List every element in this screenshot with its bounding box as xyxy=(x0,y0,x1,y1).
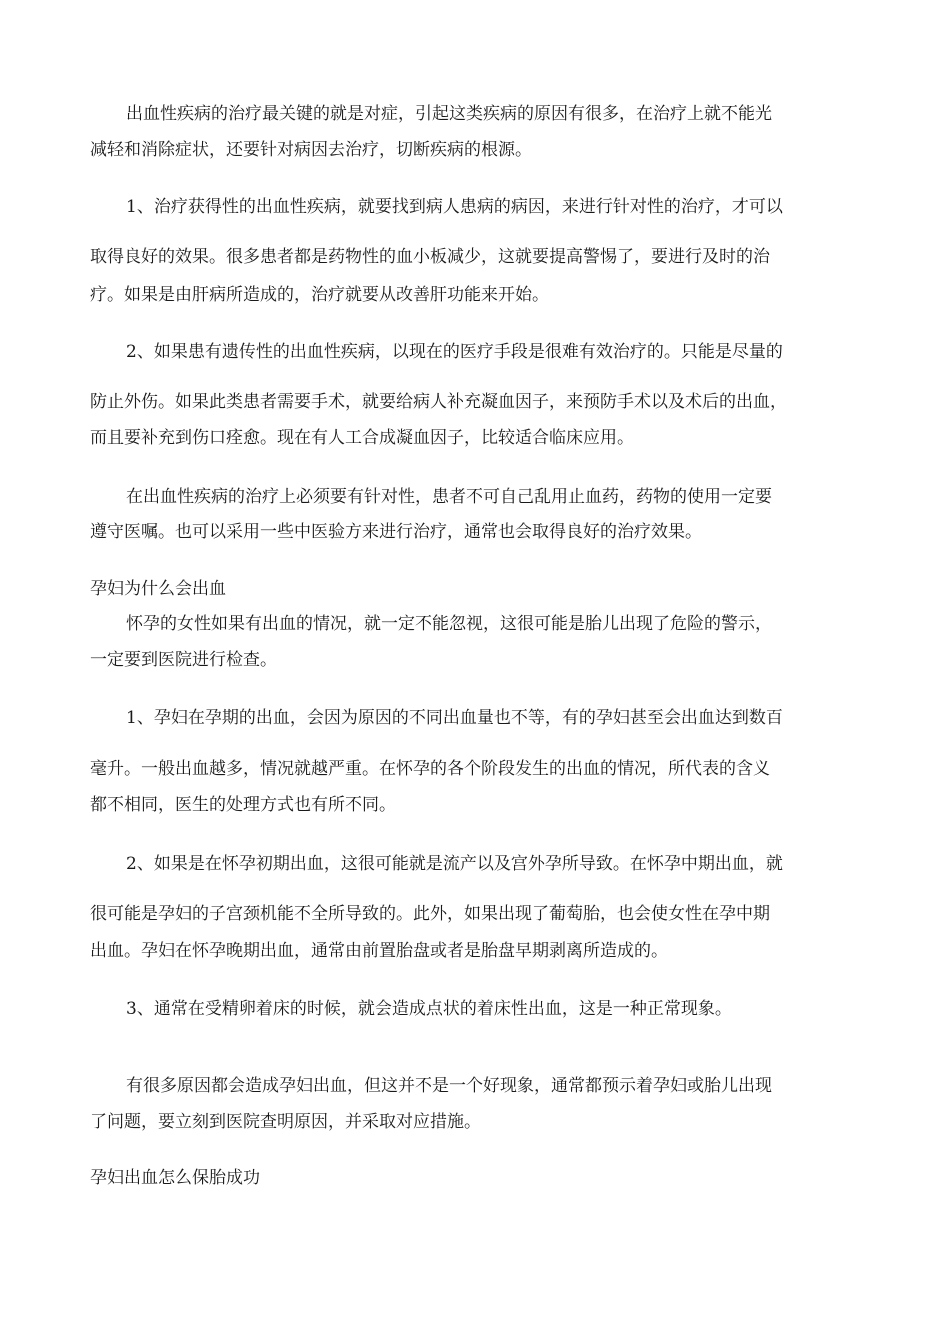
section-heading-keep-pregnancy: 孕妇出血怎么保胎成功 xyxy=(90,1168,260,1188)
paragraph-8-line-1: 3、通常在受精卵着床的时候，就会造成点状的着床性出血，这是一种正常现象。 xyxy=(126,999,732,1019)
paragraph-2-line-3: 疗。如果是由肝病所造成的，治疗就要从改善肝功能来开始。 xyxy=(90,285,549,305)
paragraph-6-line-2: 毫升。一般出血越多，情况就越严重。在怀孕的各个阶段发生的出血的情况，所代表的含义 xyxy=(90,759,770,779)
paragraph-4-line-1: 在出血性疾病的治疗上必须要有针对性，患者不可自己乱用止血药，药物的使用一定要 xyxy=(126,487,772,507)
section-heading-why-bleeding: 孕妇为什么会出血 xyxy=(90,579,226,599)
paragraph-6-line-3: 都不相同，医生的处理方式也有所不同。 xyxy=(90,795,396,815)
paragraph-1-line-2: 减轻和消除症状，还要针对病因去治疗，切断疾病的根源。 xyxy=(90,140,532,160)
paragraph-5-line-2: 一定要到医院进行检查。 xyxy=(90,650,277,670)
paragraph-7-line-1: 2、如果是在怀孕初期出血，这很可能就是流产以及宫外孕所导致。在怀孕中期出血，就 xyxy=(126,854,783,874)
paragraph-2-line-1: 1、治疗获得性的出血性疾病，就要找到病人患病的病因，来进行针对性的治疗，才可以 xyxy=(126,197,783,217)
paragraph-4-line-2: 遵守医嘱。也可以采用一些中医验方来进行治疗，通常也会取得良好的治疗效果。 xyxy=(90,522,702,542)
paragraph-6-line-1: 1、孕妇在孕期的出血，会因为原因的不同出血量也不等，有的孕妇甚至会出血达到数百 xyxy=(126,708,783,728)
paragraph-7-line-3: 出血。孕妇在怀孕晚期出血，通常由前置胎盘或者是胎盘早期剥离所造成的。 xyxy=(90,941,668,961)
paragraph-3-line-3: 而且要补充到伤口痊愈。现在有人工合成凝血因子，比较适合临床应用。 xyxy=(90,428,634,448)
paragraph-9-line-2: 了问题，要立刻到医院查明原因，并采取对应措施。 xyxy=(90,1112,481,1132)
paragraph-9-line-1: 有很多原因都会造成孕妇出血，但这并不是一个好现象，通常都预示着孕妇或胎儿出现 xyxy=(126,1076,772,1096)
paragraph-3-line-1: 2、如果患有遗传性的出血性疾病，以现在的医疗手段是很难有效治疗的。只能是尽量的 xyxy=(126,342,783,362)
paragraph-3-line-2: 防止外伤。如果此类患者需要手术，就要给病人补充凝血因子，来预防手术以及术后的出血， xyxy=(90,392,787,412)
paragraph-1-line-1: 出血性疾病的治疗最关键的就是对症，引起这类疾病的原因有很多，在治疗上就不能光 xyxy=(126,104,772,124)
paragraph-5-line-1: 怀孕的女性如果有出血的情况，就一定不能忽视，这很可能是胎儿出现了危险的警示， xyxy=(126,614,772,634)
paragraph-7-line-2: 很可能是孕妇的子宫颈机能不全所导致的。此外，如果出现了葡萄胎，也会使女性在孕中期 xyxy=(90,904,770,924)
paragraph-2-line-2: 取得良好的效果。很多患者都是药物性的血小板减少，这就要提高警惕了，要进行及时的治 xyxy=(90,247,770,267)
